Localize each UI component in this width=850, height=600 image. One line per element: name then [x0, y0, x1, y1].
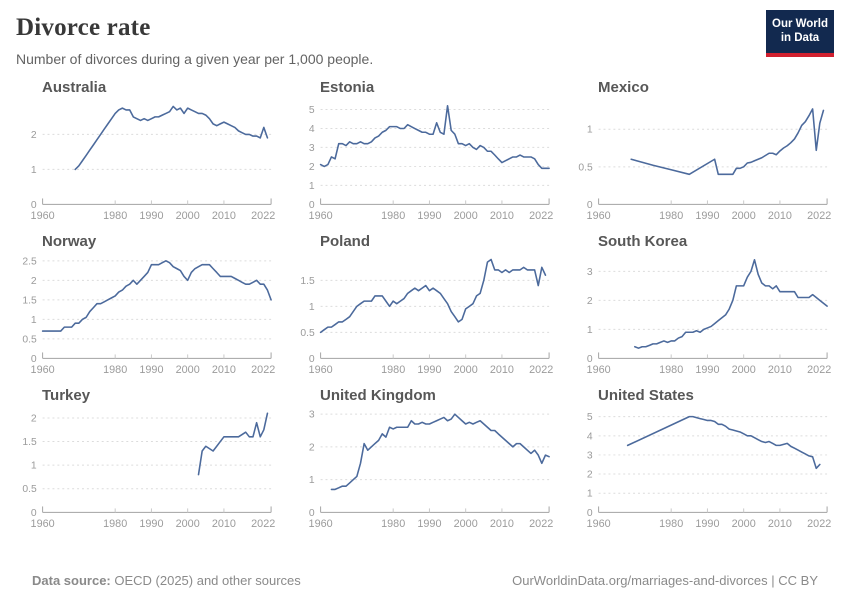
svg-text:1960: 1960 — [586, 210, 611, 223]
svg-text:1990: 1990 — [417, 364, 442, 377]
line-chart-poland — [294, 251, 556, 377]
svg-text:1: 1 — [586, 124, 593, 136]
svg-text:0.5: 0.5 — [22, 334, 37, 346]
svg-text:5: 5 — [586, 412, 593, 424]
svg-text:0.5: 0.5 — [300, 327, 315, 339]
svg-text:2000: 2000 — [453, 518, 478, 531]
svg-text:1980: 1980 — [381, 210, 406, 223]
data-source-label: Data source: — [32, 573, 111, 588]
svg-text:1990: 1990 — [139, 210, 164, 223]
svg-text:2000: 2000 — [453, 364, 478, 377]
owid-logo[interactable] — [766, 10, 834, 57]
data-source-text — [32, 573, 301, 588]
line-chart-mexico — [572, 97, 834, 223]
svg-text:1960: 1960 — [30, 518, 55, 531]
svg-text:2022: 2022 — [251, 210, 276, 223]
svg-text:1: 1 — [586, 488, 593, 500]
owid-link[interactable]: OurWorldinData.org/marriages-and-divorces | CC BY — [512, 573, 818, 588]
svg-text:1960: 1960 — [30, 364, 55, 377]
svg-text:1960: 1960 — [30, 210, 55, 223]
svg-text:1990: 1990 — [139, 364, 164, 377]
svg-text:3: 3 — [308, 409, 315, 421]
svg-text:1980: 1980 — [381, 364, 406, 377]
svg-text:3: 3 — [586, 266, 593, 278]
svg-text:2022: 2022 — [529, 210, 554, 223]
svg-text:2000: 2000 — [175, 518, 200, 531]
svg-text:0: 0 — [586, 353, 593, 365]
svg-text:2010: 2010 — [489, 518, 514, 531]
svg-text:1: 1 — [308, 475, 315, 487]
svg-text:1980: 1980 — [103, 364, 128, 377]
chart-title: Norway — [42, 233, 97, 251]
svg-text:1960: 1960 — [586, 518, 611, 531]
svg-text:2010: 2010 — [489, 210, 514, 223]
line-chart-south-korea — [572, 251, 834, 377]
line-chart-norway — [16, 251, 278, 377]
svg-text:1980: 1980 — [659, 210, 684, 223]
svg-text:1: 1 — [30, 460, 37, 472]
svg-text:0: 0 — [30, 353, 37, 365]
svg-text:2010: 2010 — [767, 518, 792, 531]
svg-text:3: 3 — [308, 142, 315, 154]
svg-text:1: 1 — [308, 180, 315, 192]
svg-text:2000: 2000 — [175, 210, 200, 223]
svg-text:0: 0 — [30, 507, 37, 519]
line-chart-australia — [16, 97, 278, 223]
svg-text:1980: 1980 — [659, 518, 684, 531]
svg-text:2010: 2010 — [767, 364, 792, 377]
chart-title: South Korea — [598, 233, 688, 251]
svg-text:0: 0 — [30, 199, 37, 211]
svg-text:2010: 2010 — [489, 364, 514, 377]
svg-text:1990: 1990 — [695, 364, 720, 377]
chart-panel-mexico — [572, 77, 834, 223]
svg-text:2022: 2022 — [807, 210, 832, 223]
chart-title: Estonia — [320, 79, 375, 96]
chart-title: Poland — [320, 233, 371, 251]
svg-text:2010: 2010 — [211, 210, 236, 223]
svg-text:1: 1 — [30, 314, 37, 326]
svg-text:2000: 2000 — [453, 210, 478, 223]
svg-text:2: 2 — [30, 413, 37, 425]
svg-text:1980: 1980 — [103, 210, 128, 223]
svg-text:2.5: 2.5 — [22, 256, 37, 268]
svg-text:2: 2 — [30, 129, 37, 141]
svg-text:1.5: 1.5 — [22, 295, 37, 307]
owid-logo-line1: Our World — [772, 18, 829, 30]
svg-text:2000: 2000 — [731, 364, 756, 377]
line-chart-united-states — [572, 405, 834, 531]
page-title: Divorce rate — [16, 14, 151, 41]
owid-logo-line2: in Data — [780, 32, 820, 45]
svg-text:0.5: 0.5 — [578, 162, 593, 174]
svg-text:1: 1 — [586, 324, 593, 336]
svg-text:0: 0 — [586, 507, 593, 519]
svg-text:2: 2 — [308, 442, 315, 454]
svg-text:3: 3 — [586, 450, 593, 462]
chart-title: Turkey — [42, 387, 91, 405]
svg-text:1: 1 — [30, 164, 37, 176]
svg-text:2010: 2010 — [211, 518, 236, 531]
charts-grid — [16, 77, 834, 531]
svg-text:2: 2 — [308, 161, 315, 173]
svg-text:2: 2 — [586, 469, 593, 481]
svg-text:2022: 2022 — [807, 518, 832, 531]
chart-footer — [16, 565, 834, 600]
svg-text:1990: 1990 — [417, 210, 442, 223]
chart-title: Mexico — [598, 79, 649, 96]
svg-text:4: 4 — [308, 123, 315, 135]
svg-text:2000: 2000 — [731, 210, 756, 223]
chart-panel-south-korea — [572, 231, 834, 377]
svg-text:1.5: 1.5 — [300, 275, 315, 287]
svg-text:1960: 1960 — [586, 364, 611, 377]
line-chart-united-kingdom — [294, 405, 556, 531]
svg-text:2022: 2022 — [807, 364, 832, 377]
svg-text:1980: 1980 — [659, 364, 684, 377]
svg-text:1990: 1990 — [695, 210, 720, 223]
svg-text:2022: 2022 — [529, 518, 554, 531]
header — [16, 10, 834, 67]
chart-panel-turkey — [16, 385, 278, 531]
svg-text:1990: 1990 — [139, 518, 164, 531]
line-chart-estonia — [294, 97, 556, 223]
svg-text:2000: 2000 — [175, 364, 200, 377]
chart-panel-united-states — [572, 385, 834, 531]
svg-text:4: 4 — [586, 431, 593, 443]
chart-panel-poland — [294, 231, 556, 377]
svg-text:2010: 2010 — [767, 210, 792, 223]
line-chart-turkey — [16, 405, 278, 531]
svg-text:2022: 2022 — [251, 518, 276, 531]
svg-text:2: 2 — [30, 275, 37, 287]
svg-text:2022: 2022 — [251, 364, 276, 377]
chart-panel-united-kingdom — [294, 385, 556, 531]
header-text — [16, 10, 373, 67]
svg-text:1980: 1980 — [103, 518, 128, 531]
svg-text:0: 0 — [308, 353, 315, 365]
chart-title: United Kingdom — [320, 387, 436, 405]
svg-text:1990: 1990 — [417, 518, 442, 531]
svg-text:2010: 2010 — [211, 364, 236, 377]
page-subtitle: Number of divorces during a given year per 1,000 people. — [16, 51, 374, 67]
data-source-value: OECD (2025) and other sources — [110, 573, 301, 588]
svg-text:1: 1 — [308, 301, 315, 313]
svg-text:1.5: 1.5 — [22, 437, 37, 449]
svg-text:2000: 2000 — [731, 518, 756, 531]
svg-text:0.5: 0.5 — [22, 484, 37, 496]
chart-panel-australia — [16, 77, 278, 223]
svg-text:1960: 1960 — [308, 518, 333, 531]
svg-text:5: 5 — [308, 104, 315, 116]
svg-text:0: 0 — [586, 199, 593, 211]
svg-text:0: 0 — [308, 507, 315, 519]
chart-title: United States — [598, 387, 694, 405]
chart-panel-norway — [16, 231, 278, 377]
svg-text:0: 0 — [308, 199, 315, 211]
chart-panel-estonia — [294, 77, 556, 223]
svg-text:2022: 2022 — [529, 364, 554, 377]
chart-title: Australia — [42, 79, 107, 96]
svg-text:1990: 1990 — [695, 518, 720, 531]
svg-text:1960: 1960 — [308, 364, 333, 377]
svg-text:1980: 1980 — [381, 518, 406, 531]
svg-text:1960: 1960 — [308, 210, 333, 223]
svg-text:2: 2 — [586, 295, 593, 307]
